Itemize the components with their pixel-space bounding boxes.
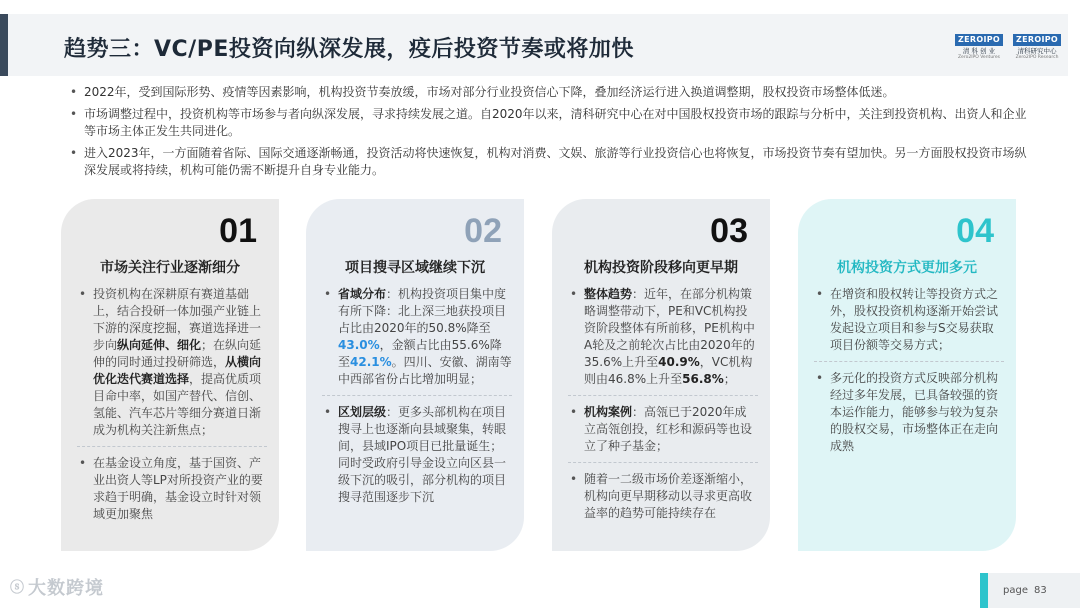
- card-item: [77, 286, 267, 439]
- intro-bullet: • 进入2023年，一方面随着省际、国际交通逐渐畅通，投资活动将快速恢复，机构对消费、文娱、旅游等行业投资信心也将恢复，市场投资节奏有望加快。另一方面股权投资市场纵深发展或将持续，机构可能仍需不断提升自身专业能力。: [70, 145, 1030, 179]
- card-item: [77, 455, 267, 523]
- brand-logo-icon: ⓢ: [10, 579, 24, 595]
- card-title: 机构投资方式更加多元: [837, 260, 977, 276]
- card-item-text: 在基金设立角度，基于国资、产业出资人等LP对所投资产业的要求趋于明确，基金设立时针对领域更加聚焦: [93, 456, 263, 521]
- intro-bullet: • 市场调整过程中，投资机构等市场参与者向纵深发展，寻求持续发展之道。自2020年以来，清科研究中心在对中国股权投资市场的跟踪与分析中，关注到投资机构、出资人和企业等市场主体正发生共同进化。: [70, 106, 1030, 140]
- zero2ipo-research-logo: [1012, 34, 1062, 62]
- card-item-text: ：更多头部机构在项目搜寻上也逐渐向县域聚集，转眼间，县域IPO项目已批量诞生；同时受政府引导金设立向区县一级下沉的吸引，部分机构的项目搜寻范围逐步下沉: [338, 405, 507, 504]
- footer-brand-text: 大数跨境: [28, 578, 104, 599]
- card-title: 机构投资阶段移向更早期: [584, 260, 738, 276]
- intro-bullet: • 2022年，受到国际形势、疫情等因素影响，机构投资节奏放缓，市场对部分行业投资信心下降，叠加经济运行进入换道调整期，股权投资市场整体低迷。: [70, 84, 1030, 101]
- card-item-emphasis: 纵向延伸、细化: [117, 338, 202, 352]
- trend-card-3: [552, 199, 770, 551]
- card-item-divider: [814, 361, 1004, 362]
- card-item-divider: [322, 395, 512, 396]
- card-number: 01: [219, 212, 257, 250]
- card-item-text: 多元化的投资方式反映部分机构经过多年发展，已具备较强的资本运作能力，能够参与较为复杂的股权交易，市场整体正在走向成熟: [830, 371, 999, 453]
- card-item: [814, 286, 1004, 354]
- logo-group: [954, 34, 1062, 62]
- card-item-list: [77, 286, 267, 523]
- card-title: 市场关注行业逐渐细分: [100, 260, 240, 276]
- card-item: [322, 404, 512, 506]
- card-item: [322, 286, 512, 388]
- card-number: 04: [956, 212, 994, 250]
- logo-mark-zero: ZERO: [1016, 35, 1042, 44]
- card-item-text: ；在纵向延伸的同时通过投研筛选，: [93, 338, 262, 369]
- logo-mark-ipo: IPO: [983, 35, 1000, 44]
- card-item-divider: [568, 395, 758, 396]
- card-item-text: ；: [723, 372, 736, 386]
- intro-bullet-list: [70, 84, 1030, 184]
- card-item-divider: [568, 462, 758, 463]
- card-number: 02: [464, 212, 502, 250]
- card-item-text: ：近年，在部分机构策略调整带动下，PE和VC机构投资阶段整体有所前移，PE机构中A轮及之前轮次占比由2020年的35.6%上升至: [584, 287, 755, 369]
- title-accent-bar: [0, 14, 8, 76]
- card-item-text: ：高瓴已于2020年成立高瓴创投，红杉和源码等也设立了种子基金；: [584, 405, 753, 453]
- card-item-text: ，金额占比由55.6%降至: [338, 338, 502, 369]
- card-item-emphasis: 42.1%: [350, 355, 392, 369]
- card-item: [568, 471, 758, 522]
- page-label: page: [1003, 585, 1028, 596]
- logo-mark-zero: ZERO: [958, 35, 984, 44]
- card-item-emphasis: 40.9%: [658, 355, 700, 369]
- card-title: 项目搜寻区域继续下沉: [345, 260, 485, 276]
- card-item: [568, 286, 758, 388]
- zero2ipo-ventures-logo: [954, 34, 1004, 62]
- card-item-emphasis: 省域分布: [338, 287, 387, 301]
- logo-mark-ipo: IPO: [1041, 35, 1058, 44]
- card-item: [568, 404, 758, 455]
- logo-cn-text: 清 科 创 业: [962, 47, 996, 55]
- card-item-text: ，VC机构则由46.8%上升至: [584, 355, 753, 386]
- card-number: 03: [710, 212, 748, 250]
- card-item-text: 在增资和股权转让等投资方式之外，股权投资机构逐渐开始尝试发起设立项目和参与S交易获取项目份额等交易方式；: [830, 287, 999, 352]
- page-accent-bar: [980, 573, 988, 608]
- card-item-list: [322, 286, 512, 506]
- logo-en-text: Zero2IPO Ventures: [957, 55, 1001, 60]
- card-item-text: 。四川、安徽、湖南等中西部省份占比增加明显；: [338, 355, 512, 386]
- card-item-emphasis: 区划层级: [338, 405, 387, 419]
- card-item: [814, 370, 1004, 455]
- card-item-text: ：机构投资项目集中度有所下降：北上深三地获投项目占比由2020年的50.8%降至: [338, 287, 507, 335]
- trend-card-4: [798, 199, 1016, 551]
- card-item-emphasis: 从横向优化迭代赛道选择: [93, 355, 262, 386]
- card-item-text: 随着一二级市场价差逐渐缩小，机构向更早期移动以寻求更高收益率的趋势可能持续存在: [584, 472, 753, 520]
- card-item-emphasis: 56.8%: [682, 372, 724, 386]
- page-number: 83: [1034, 585, 1047, 596]
- card-item-emphasis: 机构案例: [584, 405, 633, 419]
- card-item-emphasis: 整体趋势: [584, 287, 633, 301]
- card-item-text: 投资机构在深耕原有赛道基础上，结合投研一体加强产业链上下游的深度挖掘，赛道选择进一步向: [93, 287, 262, 352]
- page-title: 趋势三：VC/PE投资向纵深发展，疫后投资节奏或将加快: [64, 37, 634, 62]
- logo-mark: [955, 34, 1003, 46]
- card-item-text: ，提高优质项目命中率，如国产替代、信创、氢能、汽车芯片等细分赛道日渐成为机构关注新焦点；: [93, 372, 262, 437]
- trend-card-2: [306, 199, 524, 551]
- logo-cn-text: 清科研究中心: [1017, 47, 1057, 55]
- logo-en-text: Zero2IPO Research: [1015, 55, 1059, 60]
- logo-mark: [1013, 34, 1061, 46]
- footer-brand: [10, 574, 104, 600]
- trend-card-1: [61, 199, 279, 551]
- card-item-list: [814, 286, 1004, 455]
- card-item-divider: [77, 446, 267, 447]
- card-item-list: [568, 286, 758, 522]
- card-item-emphasis: 43.0%: [338, 338, 380, 352]
